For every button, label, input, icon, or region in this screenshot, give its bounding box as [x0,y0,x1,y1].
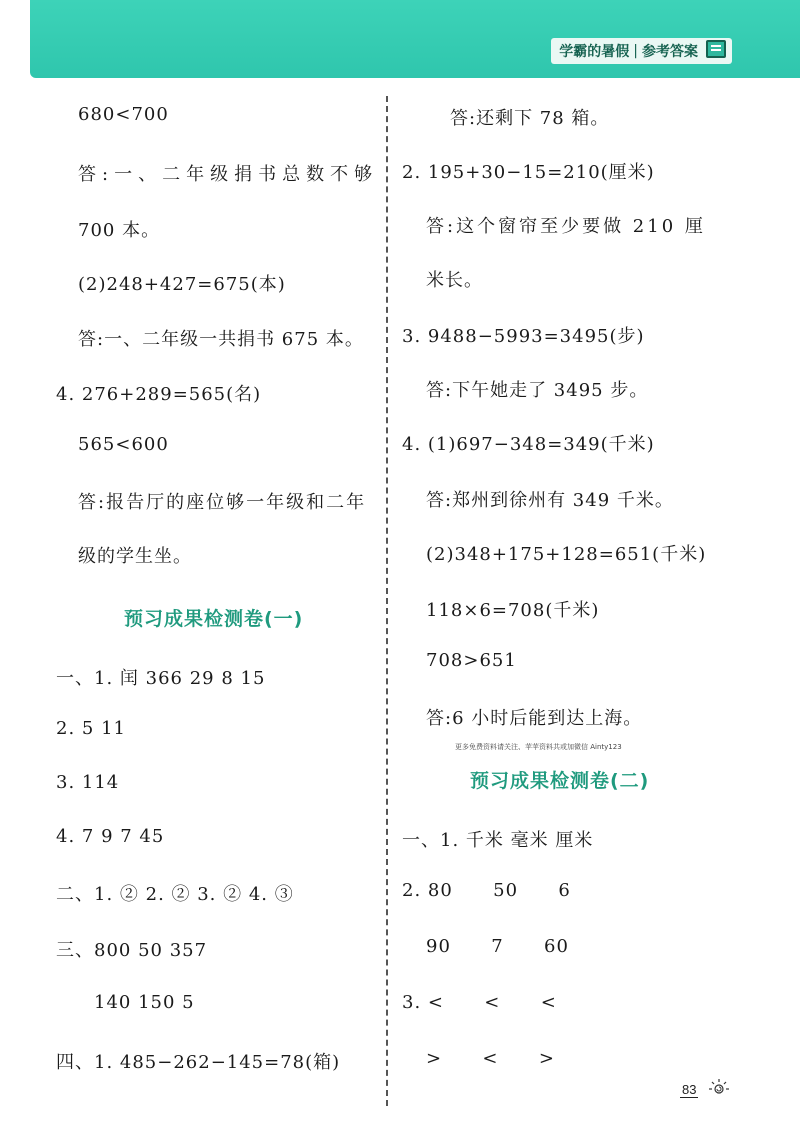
answer-line: 4. (1)697−348=349(千米) [402,434,655,455]
answer-line: 3. 114 [56,772,120,793]
answer-line: 2. 80 50 6 [402,880,571,901]
answer-line: 答:6 小时后能到达上海。 [426,708,643,729]
answer-line: 3. 9488−5993=3495(步) [402,326,645,347]
answer-line: 四、1. 485−262−145=78(箱) [56,1052,341,1073]
sun-swirl-icon [708,1077,730,1099]
answer-line: 565<600 [78,434,169,455]
answer-line: 680<700 [78,104,169,125]
answer-line: (2)348+175+128=651(千米) [426,544,707,565]
answer-line: 答:这个窗帘至少要做 210 厘 [426,216,706,237]
answer-line: 4. 7 9 7 45 [56,826,165,847]
answer-line: 答:一、二年级捐书总数不够 [78,164,379,185]
answer-line: 708>651 [426,650,517,671]
answer-line: 90 7 60 [426,936,569,957]
answer-line: 700 本。 [78,220,161,241]
header-separator: | [633,43,638,59]
answer-line: 答:一、二年级一共捐书 675 本。 [78,329,364,350]
answer-line: > < > [426,1048,555,1069]
answer-line: 答:报告厅的座位够一年级和二年 [78,492,367,513]
section-title: 预习成果检测卷(二) [470,770,650,792]
section-title: 预习成果检测卷(一) [124,608,304,630]
header-subtitle: 参考答案 [642,44,698,60]
book-icon [706,40,726,58]
answer-line: 3. < < < [402,992,557,1013]
answer-line: 答:下午她走了 3495 步。 [426,380,649,401]
answer-line: 一、1. 千米 毫米 厘米 [402,830,594,851]
column-divider [386,96,388,1106]
answer-line: (2)248+427=675(本) [78,274,286,295]
answer-line: 118×6=708(千米) [426,600,600,621]
header-tag [551,38,732,64]
answer-line: 答:还剩下 78 箱。 [450,108,610,129]
header-title: 学霸的暑假 [559,44,630,60]
answer-line: 2. 5 11 [56,718,126,739]
answer-line: 一、1. 闰 366 29 8 15 [56,668,266,689]
answer-line: 2. 195+30−15=210(厘米) [402,162,655,183]
answer-line: 二、1. ② 2. ② 3. ② 4. ③ [56,884,294,905]
answer-line: 4. 276+289=565(名) [56,384,262,405]
answer-line: 三、800 50 357 [56,940,208,961]
answer-line: 米长。 [426,270,483,291]
answer-line: 答:郑州到徐州有 349 千米。 [426,490,674,511]
page-number: 83 [682,1082,697,1097]
answer-line: 140 150 5 [94,992,195,1013]
answer-line: 级的学生坐。 [78,546,192,567]
promo-note: 更多免费资料请关注、苹苹资料共或加微信 Ainty123 [455,743,622,751]
